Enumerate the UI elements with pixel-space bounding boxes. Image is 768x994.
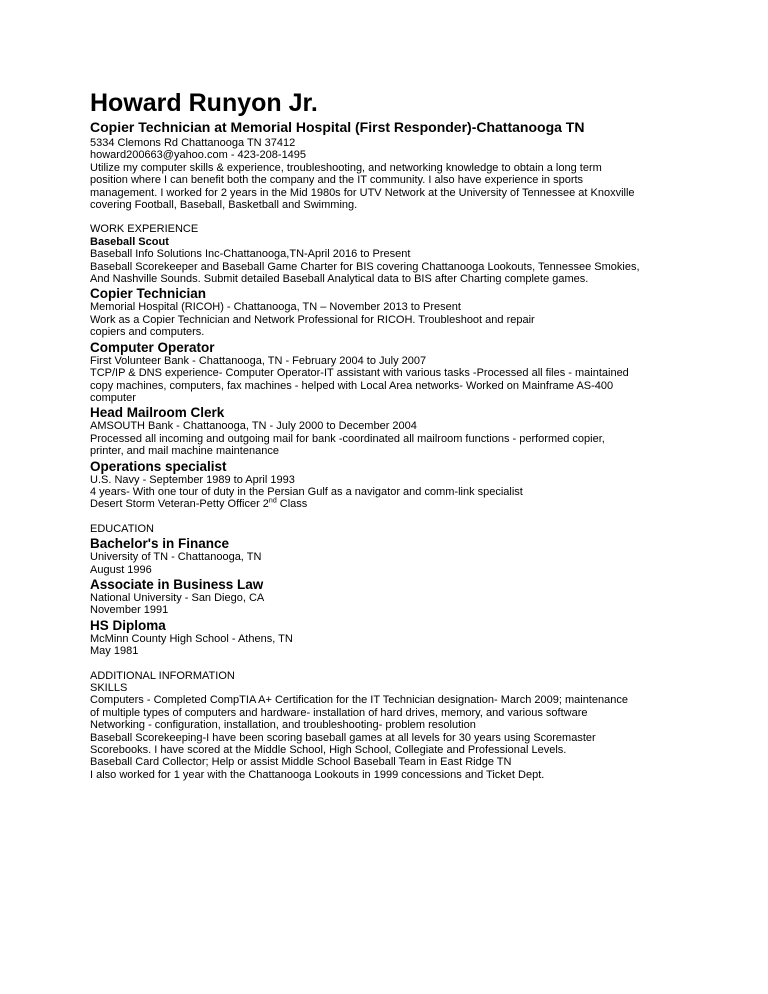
section-heading: WORK EXPERIENCE <box>90 223 199 236</box>
summary <box>90 162 690 212</box>
job-line: Baseball Scorekeeper and Baseball Game Charter for BIS covering Chattanooga Lookouts, Tennessee Smokies, <box>90 260 640 273</box>
job-operations-specialist <box>90 459 690 511</box>
job-line-rank <box>90 498 690 510</box>
work-experience-section <box>90 223 690 510</box>
skill-line: of multiple types of computers and hardware- installation of hard drives, memory, and various software <box>90 706 588 719</box>
job-line: Work as a Copier Technician and Network Professional for RICOH. Troubleshoot and repair <box>90 313 535 326</box>
degree-hs-diploma <box>90 618 690 658</box>
job-line: Baseball Info Solutions Inc-Chattanooga,TN-April 2016 to Present <box>90 248 411 261</box>
education-section <box>90 523 690 658</box>
degree-date: May 1981 <box>90 645 139 658</box>
skill-line: Networking - configuration, installation, and troubleshooting- problem resolution <box>90 719 476 732</box>
section-subheading: SKILLS <box>90 682 128 694</box>
summary-line: position where I can benefit both the company and the IT community. I also have experience in sports <box>90 174 584 187</box>
job-head-mailroom-clerk <box>90 405 690 457</box>
job-title: Baseball Scout <box>90 235 169 248</box>
degree-title: Associate in Business Law <box>90 576 264 592</box>
job-line: First Volunteer Bank - Chattanooga, TN - February 2004 to July 2007 <box>90 354 427 367</box>
section-heading: EDUCATION <box>90 522 154 535</box>
skill-line: Scorebooks. I have scored at the Middle School, High School, Collegiate and Professional Levels. <box>90 744 567 757</box>
job-copier-technician <box>90 286 690 338</box>
school-name: McMinn County High School - Athens, TN <box>90 632 293 645</box>
job-title: Operations specialist <box>90 458 227 474</box>
address: 5334 Clemons Rd Chattanooga TN 37412 <box>90 137 296 149</box>
job-line: computer <box>90 391 136 404</box>
job-line: copiers and computers. <box>90 326 205 339</box>
section-heading: ADDITIONAL INFORMATION <box>90 669 235 682</box>
summary-line: Utilize my computer skills & experience, troubleshooting, and networking knowledge to obtain a long term <box>90 161 602 174</box>
degree-business-law <box>90 577 690 617</box>
job-computer-operator <box>90 340 690 405</box>
school-name: National University - San Diego, CA <box>90 591 265 604</box>
job-line: AMSOUTH Bank - Chattanooga, TN - July 2000 to December 2004 <box>90 420 417 433</box>
section-spacer <box>90 211 690 223</box>
job-title: Head Mailroom Clerk <box>90 405 225 421</box>
skill-line: Computers - Completed CompTIA A+ Certification for the IT Technician designation- March 2009; maintenance <box>90 694 628 707</box>
rank-class-text: Class <box>276 498 308 511</box>
resume-content <box>90 88 690 781</box>
job-baseball-scout <box>90 236 690 286</box>
degree-date: November 1991 <box>90 604 169 617</box>
degree-title: Bachelor's in Finance <box>90 536 230 552</box>
contact-info: howard200663@yahoo.com - 423-208-1495 <box>90 149 307 162</box>
degree-finance <box>90 536 690 576</box>
degree-date: August 1996 <box>90 563 152 576</box>
job-line: Processed all incoming and outgoing mail for bank -coordinated all mailroom functions - performed copier, <box>90 432 605 445</box>
additional-info-section <box>90 670 690 782</box>
summary-line: management. I worked for 2 years in the Mid 1980s for UTV Network at the University of Tennessee at Knoxville <box>90 186 635 199</box>
summary-line: covering Football, Baseball, Basketball and Swimming. <box>90 199 358 212</box>
section-spacer <box>90 658 690 670</box>
job-line: TCP/IP & DNS experience- Computer Operator-IT assistant with various tasks -Processed all files - maintained <box>90 367 629 380</box>
rank-ordinal-suffix: nd <box>268 497 277 505</box>
skill-line: Baseball Card Collector; Help or assist Middle School Baseball Team in East Ridge TN <box>90 756 512 769</box>
job-title: Computer Operator <box>90 339 215 355</box>
job-line: And Nashville Sounds. Submit detailed Baseball Analytical data to BIS after Charting complete games. <box>90 273 589 286</box>
job-line: copy machines, computers, fax machines - helped with Local Area networks- Worked on Mainframe AS-400 <box>90 379 614 392</box>
degree-title: HS Diploma <box>90 617 166 633</box>
section-spacer <box>90 511 690 523</box>
skill-line: Baseball Scorekeeping-I have been scoring baseball games at all levels for 30 years using Scoremaster <box>90 731 596 744</box>
job-title: Copier Technician <box>90 286 207 302</box>
candidate-name: Howard Runyon Jr. <box>90 89 318 117</box>
candidate-headline: Copier Technician at Memorial Hospital (First Responder)-Chattanooga TN <box>90 119 585 135</box>
job-line: 4 years- With one tour of duty in the Persian Gulf as a navigator and comm-link specialist <box>90 485 523 498</box>
job-line: printer, and mail machine maintenance <box>90 445 279 458</box>
skill-line: I also worked for 1 year with the Chattanooga Lookouts in 1999 concessions and Ticket Dept. <box>90 768 545 781</box>
job-line: U.S. Navy - September 1989 to April 1993 <box>90 473 295 486</box>
rank-text: Desert Storm Veteran-Petty Officer 2 <box>90 498 269 511</box>
school-name: University of TN - Chattanooga, TN <box>90 551 262 564</box>
job-line: Memorial Hospital (RICOH) - Chattanooga, TN – November 2013 to Present <box>90 301 461 314</box>
